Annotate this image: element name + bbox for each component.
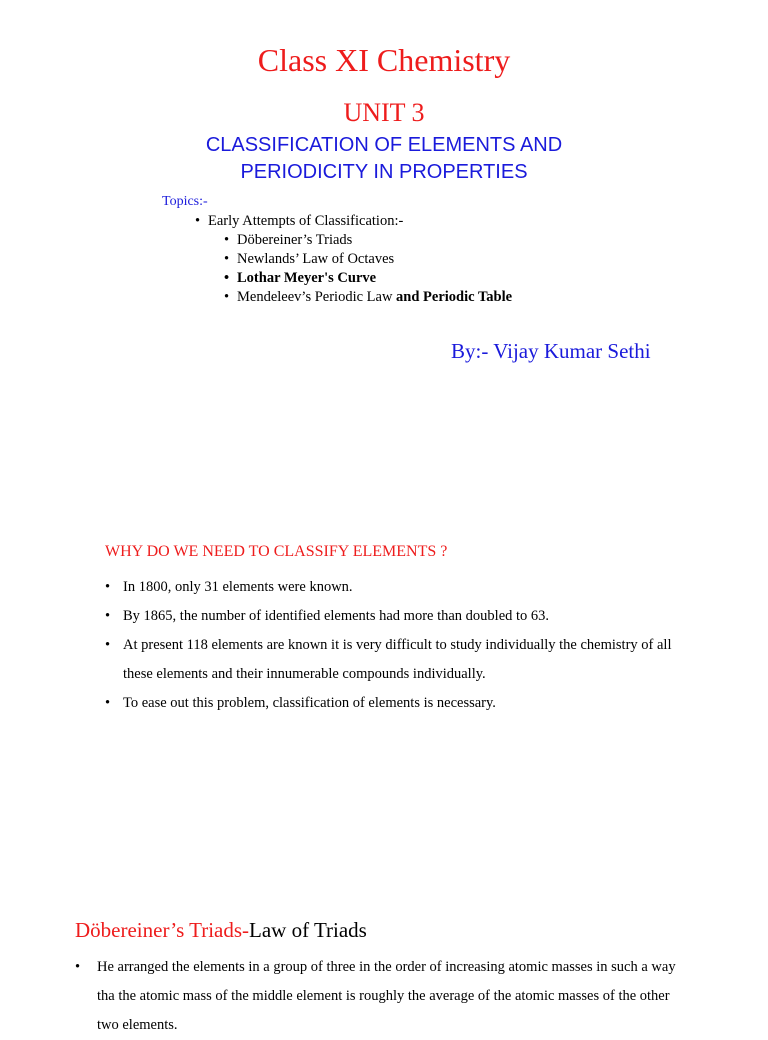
document-title: Class XI Chemistry xyxy=(257,42,511,78)
topics-sublist xyxy=(237,231,512,307)
why-bullet-present: • At present 118 elements are known it is very difficult to study individually the chemistry of all these elements and their innumerable compounds individually. xyxy=(123,631,683,689)
why-classify-heading: WHY DO WE NEED TO CLASSIFY ELEMENTS ? xyxy=(105,543,448,560)
subtitle-line-2: PERIODICITY IN PROPERTIES xyxy=(240,161,528,183)
topics-label: Topics:- xyxy=(162,194,208,209)
topic-item-octaves: • Newlands’ Law of Octaves xyxy=(237,250,512,269)
unit-subtitle xyxy=(0,132,768,186)
topics-list xyxy=(208,212,403,231)
topic-item-triads: • Döbereiner’s Triads xyxy=(237,231,512,250)
why-bullet-ease: • To ease out this problem, classification of elements is necessary. xyxy=(123,689,683,718)
why-bullet-1865: • By 1865, the number of identified elements had more than doubled to 63. xyxy=(123,602,683,631)
unit-heading: UNIT 3 xyxy=(343,98,425,127)
topic-item-mendeleev xyxy=(237,288,512,307)
why-bullet-1800: • In 1800, only 31 elements were known. xyxy=(123,573,683,602)
why-classify-list xyxy=(123,573,683,718)
topic-item-mendeleev-text: Mendeleev’s Periodic Law xyxy=(237,289,397,305)
dobereiner-heading-black: Law of Triads xyxy=(249,918,367,942)
topic-item-meyer-curve: • Lothar Meyer's Curve xyxy=(237,269,512,288)
dobereiner-heading-red: Döbereiner’s Triads- xyxy=(75,918,250,942)
dobereiner-heading xyxy=(75,918,367,943)
subtitle-line-1: CLASSIFICATION OF ELEMENTS AND xyxy=(205,134,563,156)
topic-item-mendeleev-bold: and Periodic Table xyxy=(396,289,513,305)
dobereiner-bullet: • He arranged the elements in a group of three in the order of increasing atomic masses in such a way tha the atomic mass of the middle element is roughly the average of the atomic masses of the other two elements. xyxy=(97,953,677,1040)
dobereiner-list xyxy=(97,953,677,1040)
topic-main-item: • Early Attempts of Classification:- xyxy=(208,212,403,231)
author-byline: By:- Vijay Kumar Sethi xyxy=(451,339,651,363)
